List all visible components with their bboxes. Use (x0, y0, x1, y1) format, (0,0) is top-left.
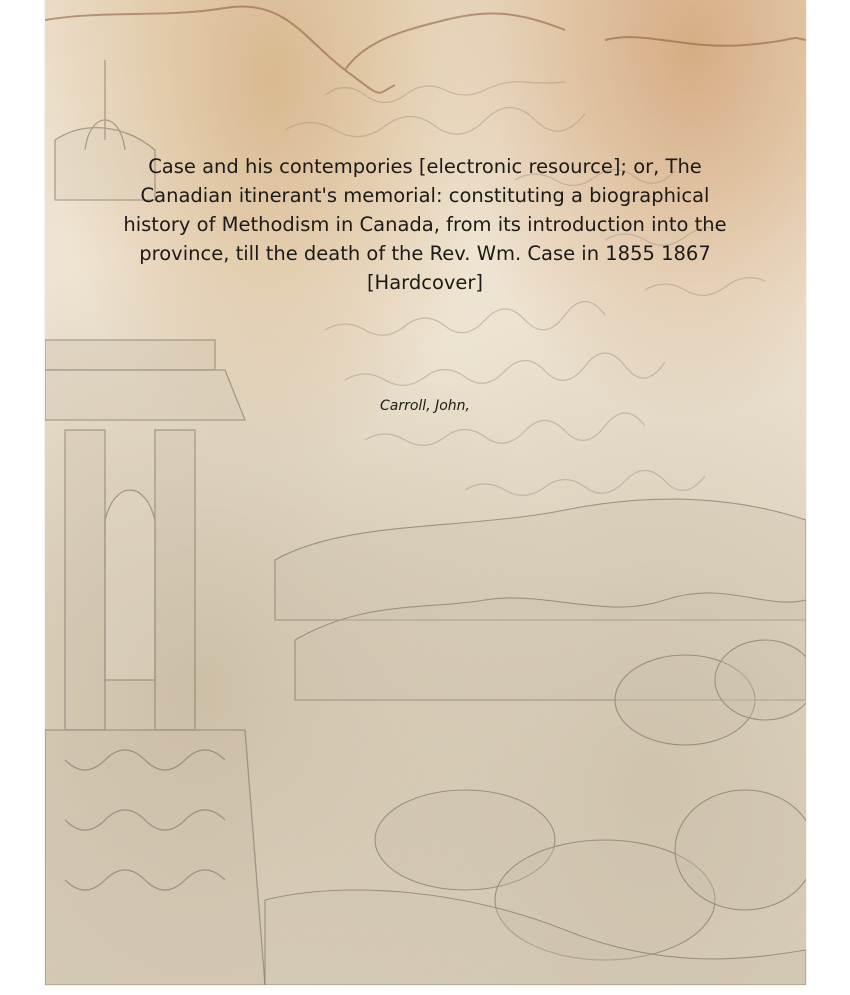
landscape-sketch (265, 499, 806, 985)
book-title: Case and his contempories [electronic resource]; or, The Canadian itinerant's memorial: constituting a biographical history of Methodism in Canada, from its introduction into the province, till the death of the Rev. Wm. Case in 1855 1867 [Hardcover] (123, 155, 727, 294)
book-cover (45, 0, 806, 985)
stain-cracks (45, 6, 806, 92)
book-author: Carroll, John, (379, 398, 470, 414)
cover-illustration (45, 0, 806, 985)
